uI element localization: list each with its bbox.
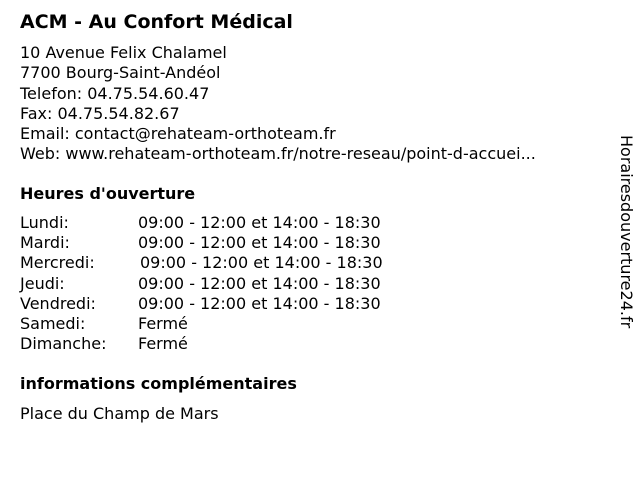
day-label: Mercredi: bbox=[20, 253, 95, 273]
additional-info-heading: informations complémentaires bbox=[20, 374, 297, 393]
website-url: Web: www.rehateam-orthoteam.fr/notre-reseau/point-d-accuei... bbox=[20, 144, 536, 164]
hours-value: 09:00 - 12:00 et 14:00 - 18:30 bbox=[140, 253, 383, 273]
hours-row-saturday bbox=[20, 314, 440, 334]
address-line-1: 10 Avenue Felix Chalamel bbox=[20, 43, 227, 62]
business-title: ACM - Au Confort Médical bbox=[20, 11, 293, 33]
day-label: Samedi: bbox=[20, 313, 86, 333]
hours-value: 09:00 - 12:00 et 14:00 - 18:30 bbox=[138, 213, 381, 232]
hours-value: Fermé bbox=[138, 313, 188, 333]
opening-hours-heading: Heures d'ouverture bbox=[20, 184, 196, 203]
hours-row-tuesday bbox=[20, 233, 440, 253]
address-line-2: 7700 Bourg-Saint-Andéol bbox=[20, 63, 221, 83]
hours-value: Fermé bbox=[138, 334, 188, 354]
opening-hours-table bbox=[20, 213, 440, 354]
hours-value: 09:00 - 12:00 et 14:00 - 18:30 bbox=[138, 273, 381, 293]
email-address: Email: contact@rehateam-orthoteam.fr bbox=[20, 124, 336, 144]
day-label: Lundi: bbox=[20, 213, 69, 232]
additional-info-text: Place du Champ de Mars bbox=[20, 404, 219, 423]
hours-value: 09:00 - 12:00 et 14:00 - 18:30 bbox=[138, 233, 381, 253]
hours-row-sunday bbox=[20, 334, 440, 354]
day-label: Vendredi: bbox=[20, 293, 96, 313]
phone-number: Telefon: 04.75.54.60.47 bbox=[20, 83, 210, 103]
hours-value: 09:00 - 12:00 et 14:00 - 18:30 bbox=[138, 293, 381, 313]
day-label: Mardi: bbox=[20, 233, 70, 253]
contact-block bbox=[20, 43, 536, 165]
hours-row-monday bbox=[20, 213, 440, 233]
hours-row-friday bbox=[20, 294, 440, 314]
day-label: Jeudi: bbox=[20, 273, 65, 293]
day-label: Dimanche: bbox=[20, 334, 107, 354]
site-watermark: Horairesdouverture24.fr bbox=[617, 135, 636, 329]
hours-row-thursday bbox=[20, 274, 440, 294]
hours-row-wednesday bbox=[20, 253, 440, 273]
fax-number: Fax: 04.75.54.82.67 bbox=[20, 103, 180, 123]
